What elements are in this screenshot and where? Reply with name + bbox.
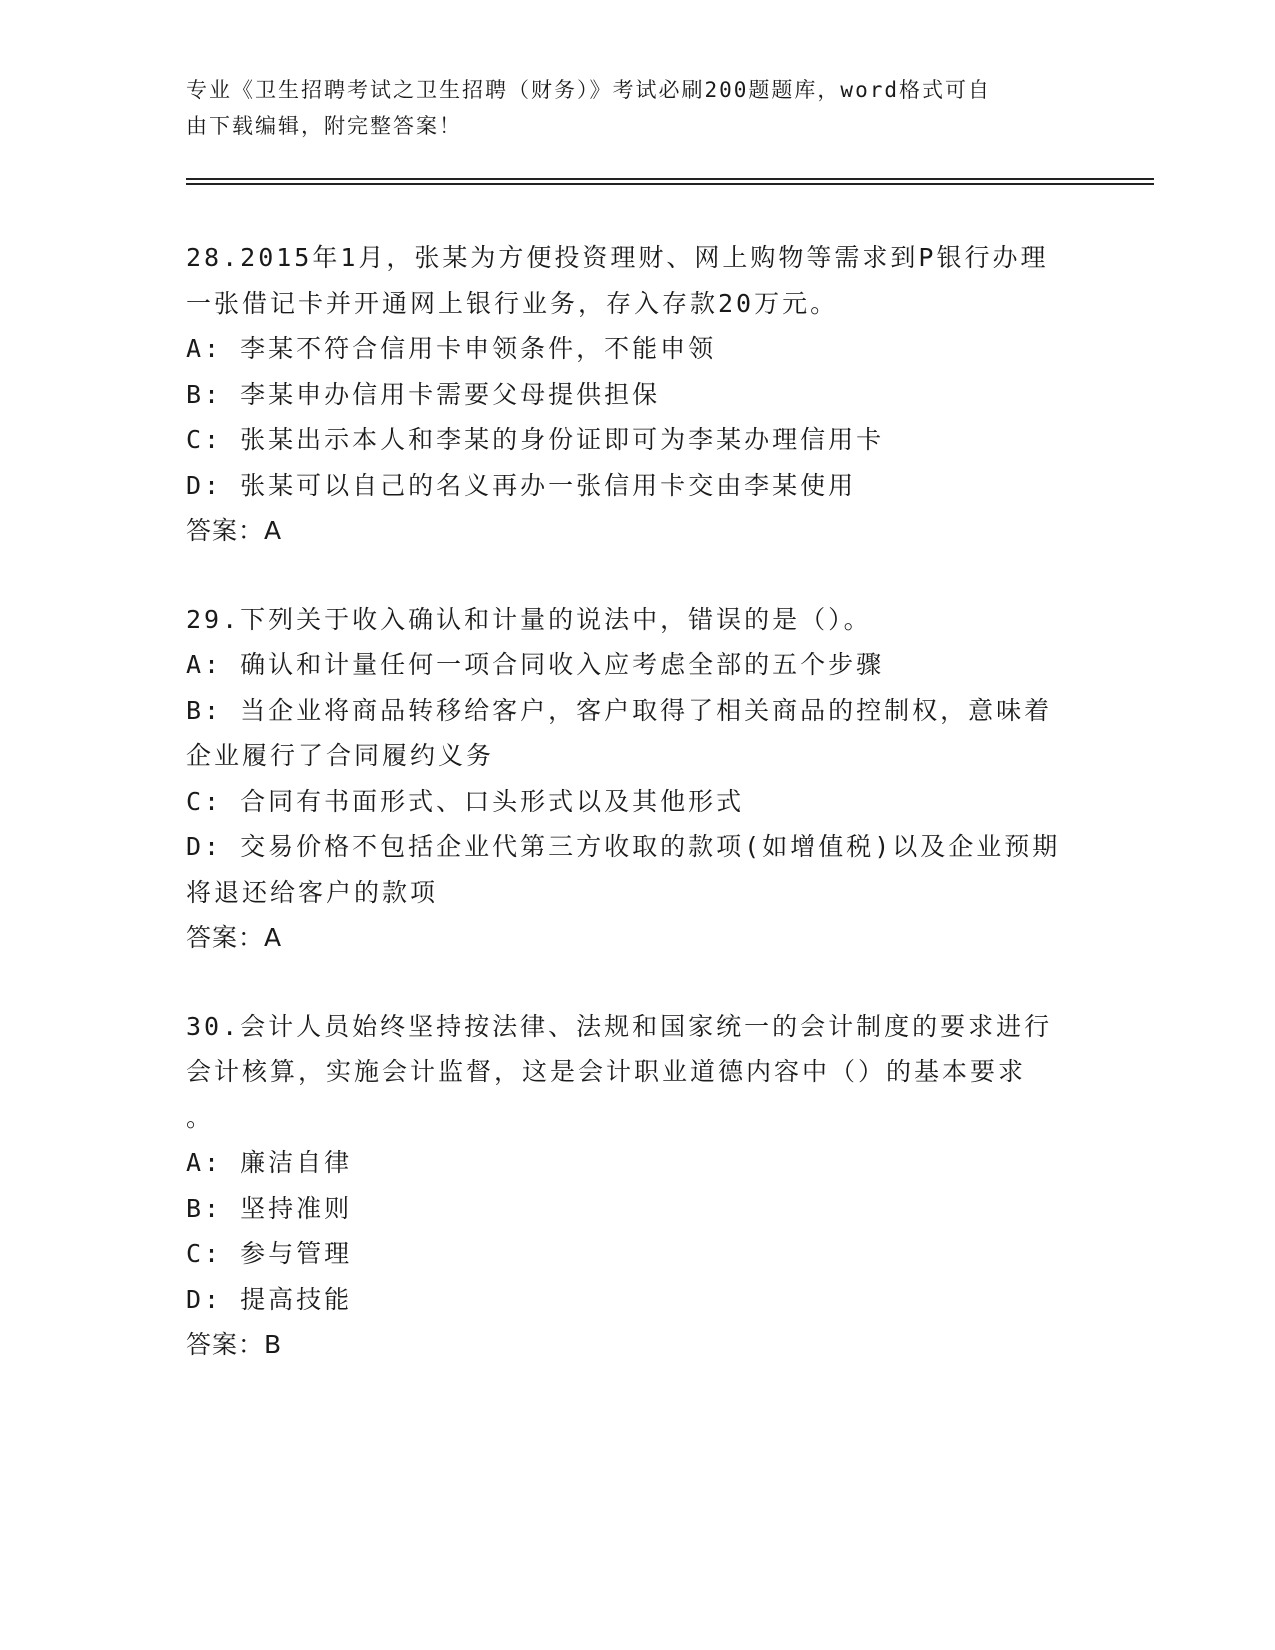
header-divider-bottom [186,183,1154,185]
option-b: B: 当企业将商品转移给客户，客户取得了相关商品的控制权，意味着 [186,695,1053,725]
document-header [186,72,1066,144]
question-28 [186,235,1086,554]
question-stem-line: 29.下列关于收入确认和计量的说法中，错误的是（）。 [186,604,872,634]
option-d: D: 交易价格不包括企业代第三方收取的款项(如增值税)以及企业预期 [186,832,1061,861]
answer-label: 答案：B [186,1330,283,1359]
question-stem-line: 会计核算，实施会计监督，这是会计职业道德内容中（）的基本要求 [186,1057,1027,1086]
question-30 [186,1004,1086,1368]
question-stem-line: 30.会计人员始终坚持按法律、法规和国家统一的会计制度的要求进行 [186,1011,1053,1041]
option-a: A: 廉洁自律 [186,1148,353,1177]
header-line-1: 专业《卫生招聘考试之卫生招聘（财务）》考试必刷200题题库，word格式可自 [186,78,991,102]
question-list [186,235,1086,1411]
answer-label: 答案：A [186,516,283,545]
option-a: A: 确认和计量任何一项合同收入应考虑全部的五个步骤 [186,650,885,679]
option-d: D: 张某可以自己的名义再办一张信用卡交由李某使用 [186,470,857,500]
question-stem-line: 。 [186,1102,215,1132]
question-stem-line: 一张借记卡并开通网上银行业务，存入存款20万元。 [186,288,839,318]
question-stem-line: 28.2015年1月，张某为方便投资理财、网上购物等需求到P银行办理 [186,243,1049,272]
answer-label: 答案：A [186,923,283,952]
option-c: C: 参与管理 [186,1239,353,1268]
question-29 [186,597,1086,961]
option-b: B: 坚持准则 [186,1193,353,1223]
option-d: D: 提高技能 [186,1284,353,1314]
option-b-continued: 企业履行了合同履约义务 [186,741,495,770]
option-b: B: 李某申办信用卡需要父母提供担保 [186,379,661,409]
header-divider-top [186,178,1154,180]
header-line-2: 由下载编辑，附完整答案！ [186,114,462,138]
option-d-continued: 将退还给客户的款项 [186,877,439,907]
option-c: C: 合同有书面形式、口头形式以及其他形式 [186,786,745,816]
option-a: A: 李某不符合信用卡申领条件，不能申领 [186,334,717,363]
option-c: C: 张某出示本人和李某的身份证即可为李某办理信用卡 [186,425,885,454]
